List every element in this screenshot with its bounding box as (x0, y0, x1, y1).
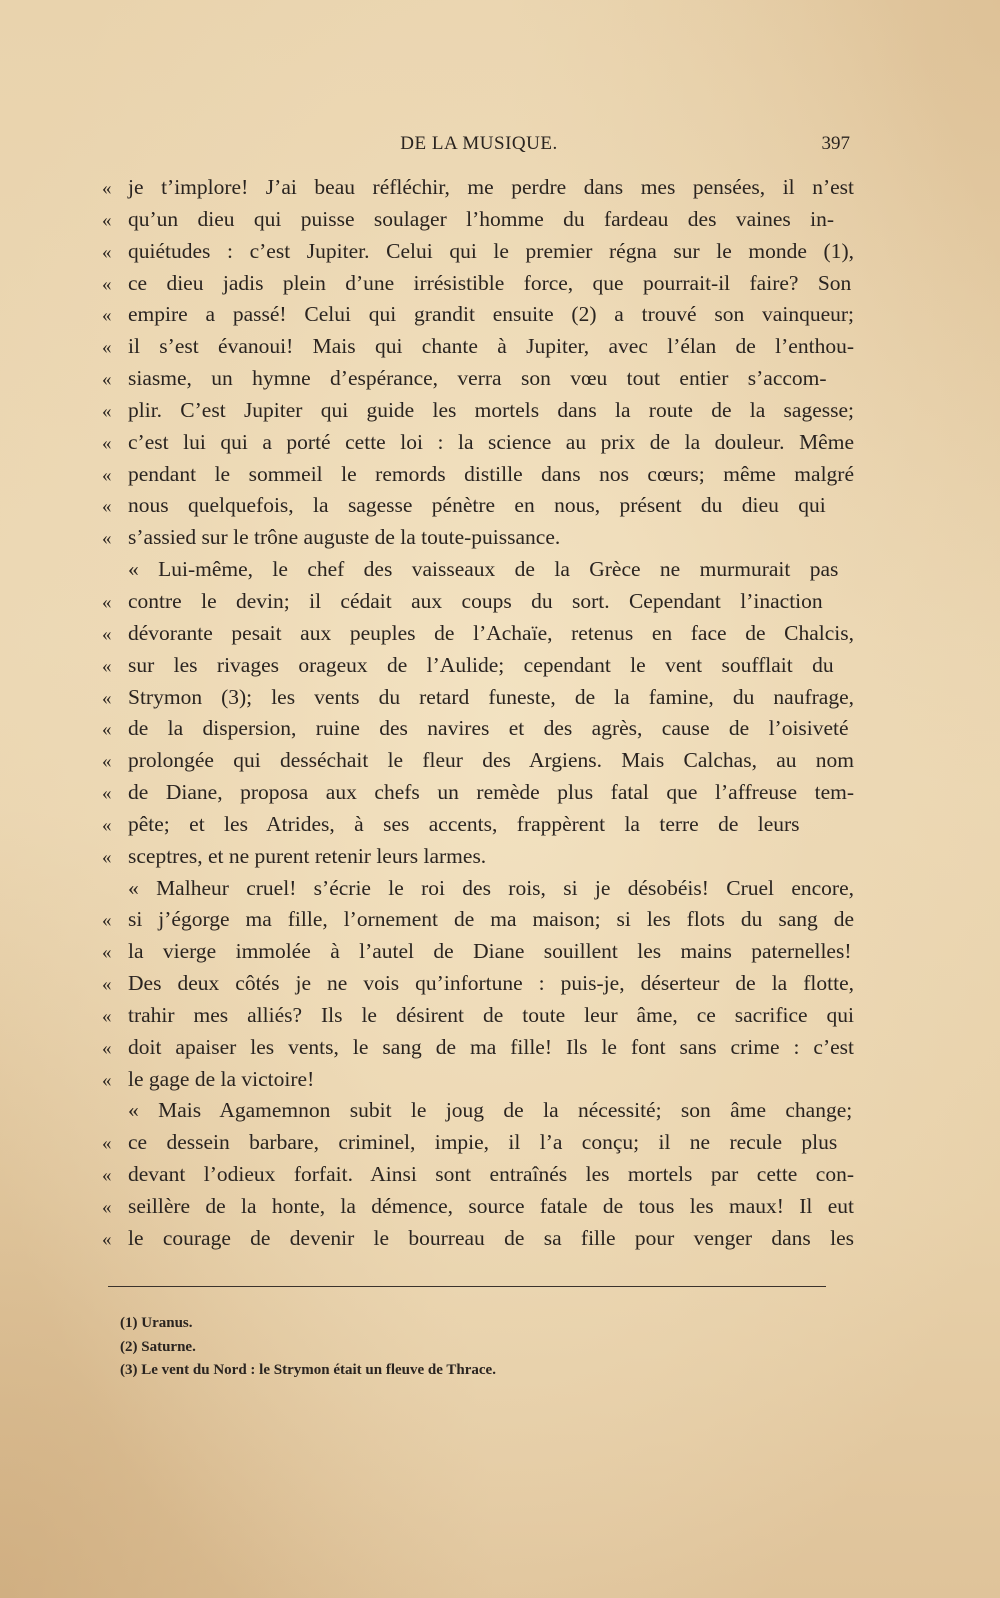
quote-mark: « (102, 369, 112, 391)
line-text: il s’est évanoui! Mais qui chante à Jupiter, avec l’élan de l’enthou- (128, 334, 854, 359)
line-text: de Diane, proposa aux chefs un remède plus fatal que l’affreuse tem- (128, 780, 854, 805)
text-line (102, 841, 852, 873)
line-text: doit apaiser les vents, le sang de ma fille! Ils le font sans crime : c’est (128, 1034, 854, 1059)
quote-mark: « (102, 432, 112, 454)
text-line (102, 363, 852, 395)
line-text: Strymon (3); les vents du retard funeste, de la famine, du naufrage, (128, 684, 854, 709)
quote-mark: « (102, 783, 112, 805)
quote-mark: « (102, 687, 112, 709)
text-line (102, 172, 852, 204)
line-text: ce dieu jadis plein d’une irrésistible force, que pourrait-il faire? Son (128, 270, 852, 295)
text-line (102, 236, 852, 268)
line-text: sur les rivages orageux de l’Aulide; cependant le vent soufflait du (128, 652, 834, 677)
line-text: dévorante pesait aux peuples de l’Achaïe, retenus en face de Chalcis, (128, 620, 854, 645)
line-text: siasme, un hymne d’espérance, verra son vœu tout entier s’accom- (128, 366, 827, 391)
quote-mark: « (102, 209, 112, 231)
quote-mark: « (102, 1005, 112, 1027)
quote-mark: « (102, 655, 112, 677)
text-line (102, 1223, 852, 1255)
quote-mark: « (102, 305, 112, 327)
quote-mark: « (102, 1165, 112, 1187)
text-line (102, 522, 852, 554)
text-line (102, 1127, 852, 1159)
text-line (102, 1000, 852, 1032)
line-text: de la dispersion, ruine des navires et des agrès, cause de l’oisiveté (128, 716, 849, 741)
quote-mark: « (102, 496, 112, 518)
line-text: qu’un dieu qui puisse soulager l’homme du fardeau des vaines in- (128, 206, 835, 231)
line-text: je t’implore! J’ai beau réfléchir, me perdre dans mes pensées, il n’est (128, 175, 854, 199)
text-line (102, 904, 852, 936)
page-header (108, 133, 850, 161)
line-text: le courage de devenir le bourreau de sa fille pour venger dans les (128, 1225, 854, 1250)
quote-mark: « (102, 623, 112, 645)
line-text: contre le devin; il cédait aux coups du sort. Cependant l’inaction (128, 588, 823, 613)
line-text: s’assied sur le trône auguste de la toute-puissance. (128, 525, 561, 550)
quote-mark: « (102, 241, 112, 263)
text-line (102, 713, 852, 745)
quote-mark: « (102, 974, 112, 996)
text-line (102, 331, 852, 363)
text-line (102, 745, 852, 777)
text-line (102, 1064, 852, 1096)
text-line (102, 299, 852, 331)
footnote: (2) Saturne. (120, 1338, 196, 1355)
line-text: « Malheur cruel! s’écrie le roi des rois, si je désobéis! Cruel encore, (128, 875, 854, 900)
quote-mark: « (102, 591, 112, 613)
text-line (102, 618, 852, 650)
quote-mark: « (102, 719, 112, 741)
quote-mark: « (102, 814, 112, 836)
text-line (102, 586, 852, 618)
running-title: DE LA MUSIQUE. (400, 133, 558, 154)
quote-mark: « (102, 337, 112, 359)
quote-mark: « (102, 1037, 112, 1059)
line-text: Des deux côtés je ne vois qu’infortune : puis-je, déserteur de la flotte, (128, 971, 854, 996)
line-text: la vierge immolée à l’autel de Diane souillent les mains paternelles! (128, 939, 852, 964)
quote-mark: « (102, 1197, 112, 1218)
line-text: sceptres, et ne purent retenir leurs larmes. (128, 843, 487, 868)
line-text: si j’égorge ma fille, l’ornement de ma maison; si les flots du sang de (128, 907, 854, 932)
line-text: prolongée qui desséchait le fleur des Argiens. Mais Calchas, au nom (128, 748, 854, 773)
quote-mark: « (102, 464, 112, 486)
text-line (102, 395, 852, 427)
quote-mark: « (102, 273, 112, 295)
quote-mark: « (102, 1069, 112, 1091)
footnotes (120, 1312, 820, 1383)
line-text: plir. C’est Jupiter qui guide les mortels dans la route de la sagesse; (128, 397, 854, 422)
line-text: nous quelquefois, la sagesse pénètre en nous, présent du dieu qui (128, 493, 826, 518)
text-line (102, 427, 852, 459)
text-line (102, 459, 852, 491)
text-line (102, 809, 852, 841)
line-text: empire a passé! Celui qui grandit ensuite (2) a trouvé son vainqueur; (128, 302, 854, 327)
line-text: seillère de la honte, la démence, source fatale de tous les maux! Il eut (128, 1194, 854, 1218)
text-line (102, 650, 852, 682)
quote-mark: « (102, 846, 112, 868)
line-text: le gage de la victoire! (128, 1066, 315, 1091)
text-line (102, 777, 852, 809)
quote-mark: « (102, 1133, 112, 1155)
line-text: pendant le sommeil le remords distille dans nos cœurs; même malgré (128, 461, 854, 486)
footnote: (3) Le vent du Nord : le Strymon était un fleuve de Thrace. (120, 1362, 496, 1378)
text-line (102, 968, 852, 1000)
quote-mark: « (102, 528, 112, 550)
text-line (102, 1095, 852, 1127)
quote-mark: « (102, 910, 112, 932)
line-text: trahir mes alliés? Ils le désirent de toute leur âme, ce sacrifice qui (128, 1002, 854, 1027)
line-text: ce dessein barbare, criminel, impie, il l’a conçu; il ne recule plus (128, 1130, 838, 1155)
body-text (102, 172, 852, 1255)
text-line (102, 490, 852, 522)
text-line (102, 554, 852, 586)
text-line (102, 1159, 852, 1191)
line-text: « Lui-même, le chef des vaisseaux de la Grèce ne murmurait pas (128, 557, 839, 582)
text-line (102, 1032, 852, 1064)
text-line (102, 1191, 852, 1223)
text-line (102, 682, 852, 714)
line-text: « Mais Agamemnon subit le joug de la nécessité; son âme change; (128, 1098, 853, 1123)
quote-mark: « (102, 751, 112, 773)
line-text: pête; et les Atrides, à ses accents, frappèrent la terre de leurs (128, 811, 800, 836)
quote-mark: « (102, 942, 112, 964)
line-text: quiétudes : c’est Jupiter. Celui qui le premier régna sur le monde (1), (128, 238, 854, 263)
quote-mark: « (102, 178, 112, 199)
text-line (102, 873, 852, 905)
line-text: devant l’odieux forfait. Ainsi sont entraînés les mortels par cette con- (128, 1162, 854, 1187)
text-line (102, 204, 852, 236)
text-line (102, 936, 852, 968)
page-number: 397 (821, 133, 850, 154)
quote-mark: « (102, 400, 112, 422)
line-text: c’est lui qui a porté cette loi : la science au prix de la douleur. Même (128, 429, 854, 454)
footnote: (1) Uranus. (120, 1315, 193, 1331)
footnote-separator (108, 1286, 826, 1287)
quote-mark: « (102, 1228, 112, 1250)
text-line (102, 268, 852, 300)
